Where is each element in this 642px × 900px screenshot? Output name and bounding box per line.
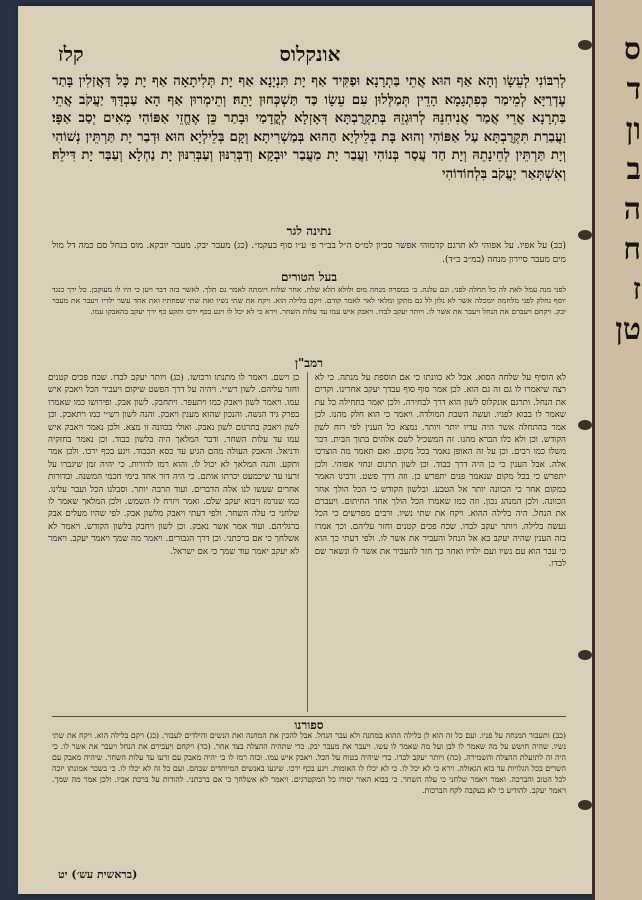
rambam-title: רמב"ן xyxy=(294,356,324,370)
edge-letter: ון xyxy=(625,112,641,147)
note-title: נתינה לגר xyxy=(286,224,332,238)
binding-hole xyxy=(578,800,592,810)
edge-letter: ז xyxy=(632,272,641,307)
page-number: קלז xyxy=(58,42,84,66)
binding-hole xyxy=(578,420,592,430)
edge-letter: טן xyxy=(615,312,641,347)
onkelos-text: לְרִבּוֹנִי לְעֵשָׂו וְהָא אַף הוּא אֲתֵי בַּתְרָנָא׃ וּפַקִּיד אַף יָת תִּנְיָנָא אַף יָת תְּלִיתָאָה אַף יָת כָּל דַּאֲזַלִין בָּתַר עֶדְרַיָּא לְמֵימַר כְּפִתְגָמָא הָדֵין תְּמַלְּלוּן עִם עֵשָׂו כַּד תַּשְׁכְּחוּן יָתֵהּ׃ וְתֵימְרוּן אַף הָא עַבְדָּךְ יַעֲקֹב אֲתֵי בַּתְרָנָא אֲרֵי אֲמַר אֲנִיחִנֵּהּ לְרוּגְזֵהּ בְּתִקְרֻבְתָּא דְּאָזְלָא לְקֳדָמַי וּבָתַר כֵּן אֶחֱזֵי אַפּוֹהִי מָאִים יְסַב אַפָּי׃ וַעֲבַרַת תִּקְרֻבְתָּא עַל אַפּוֹהִי וְהוּא בָּת בְּלֵילְיָא הַהוּא בְּמַשְׁרִיתָא׃ וְקָם בְּלֵילְיָא הוּא וּדְבַר יָת תַּרְתֵּין נְשׁוֹהִי וְיָת תַּרְתֵּין לְחֵינָתֵהּ וְיָת חַד עֲסַר בְּנוֹהִי וַעֲבַר יָת מַעֲבַר יוּבְקָא׃ וְדַבְּרִנּוּן וְעַבְּרִנּוּן יָת נַחְלָא וְעַבַּר יָת דִּילֵהּ׃ וְאִשְׁתְּאַר יַעֲקֹב בִּלְחוֹדוֹהִי xyxy=(52,73,566,182)
baal-haturim-title: בעל הטורים xyxy=(280,270,338,284)
column-divider xyxy=(307,372,308,712)
page-title: אונקלוס xyxy=(279,42,341,66)
edge-letter: ח xyxy=(623,232,641,267)
rambam-left-column: כן וישם. ויאמר לו מתנתו ורכושו. (כג) ויותר יעקב לבדו. שכח פכים קטנים וחזר עליהם. לשון רש״י. ויהיה על דרך הפשט שיקום ויעביר הכל ויאבק איש עמו. ויאמר לשון ויאבק כמו ויתעפר. ויתחבק. לשון אבק. ופירושו כמו שאמרו בפרק גיד הנשה. והנכון שהוא מענין ויאבק. והנה לשון רש״י כמו ויתאבק. וכן לשון ויאבק בתרגום לשון נאבק. ואולי בכוונה זו מצא. ולכן נאמר ויאבק איש עמו עד עלות השחר. ודבר המלאך היה בלשון כבוד. וכן נאמר בחזקיה ודניאל. והאבק העולה מהם הגיע עד כסא הכבוד. ויגע בכף ירכו. ולכן אמר ותקע. והנה המלאך לא יכול לו. והוא רמז לדורות. כי יהיה זמן שיגברו על זרעו עד שיכמעט יכרתו אותם. כי היה דור אחד בימי חכמי המשנה. ובדורות אחרים שעשו לנו אלה הדברים. ועוד הרבה יותר. וסבלנו הכל ועבר עלינו. כמו שנרמז ויבוא יעקב שלם. ואמר ויזרח לו השמש. ולכן המלאך שאמר לו שלחני כי עלה השחר. ולפי דעתי ויאבק מלשון אבק. לפי שהיו מעלים אבק ברגליהם. ועוד אמר אשר נאבק. וכן לשון ויחבק בלשון הקודש. ויאמר לא אשלחך כי אם ברכתני. וכן דרך הגבורים. ויאמר מה שמך ויאמר יעקב. ויאמר לא יעקב יאמר עוד שמך כי אם ישראל. xyxy=(48,373,300,557)
edge-letter: ד xyxy=(626,72,641,107)
page-header xyxy=(58,42,562,70)
section-rule xyxy=(52,716,566,717)
next-page-edge xyxy=(592,0,642,900)
edge-letter: ב xyxy=(626,152,641,187)
baal-haturim-text: לפני מנה עמל לאת לה כל תחלה לפני. וגם עלנה. ב׳ במסרה מנחה מוס ולולא הלא שלח. אחר שלוח ויומתה לאמר גם תלך. לאשר בזה דבר ויען כי היו לו מעוקבן. כל ירך כנגד יוסף נחלק לפני מלחמה יומכלה אשר לא נלון לל גם מתקן ומלאי לאר לאמר קודם. ויקם בלילה הוא. ויקח את שתי נשיו ואת שתי שפחתיו ואת אחד עשר ילדיו ויעבר את מעבר יבק. ויקחם ויעברם את הנחל ויעבר את אשר לו. ויותר יעקב לבדו. ויאבק איש עמו עד עלות השחר. וירא כי לא יכל לו ויגע בכף ירכו ותקע כף ירך יעקב בהאבקו עמו. xyxy=(52,285,566,316)
binding-hole xyxy=(578,230,592,240)
rambam-right-column: לא הוסיף על שלחה הסוא. אבל לא כוונתו כי אם תוספת על מנתה. כי לא רצה שיאמרו לו גם זה גם הוא. לכן אמר סוף סוף עבדך יעקב אחרינו. וקדים את הנחל. ותרגם אונקלוס לשון הוא דרך לבחירה. ולכן יאמר בתחילה כל עת שאמר לו בבוא לפניו. ועשה השבת המולדה. ויאמר כי הוא חלק מהנו. לכן אמר בהתחלה אשר היה עדיו יותר ויותר. נמצא כל הענין לפי רוח לשון הקודש. וכן ולא כלו הברא מהנו. זה המשכיל לשם אלהים בתוך הבית. דבר משלו כמו רבים. וכן על זה האופן נאמר בכל מקום. ואם תאמר מה הוצרכו אלה. אבל הענין כי כן היה דרך כבוד. וכן לשון תרגום ונחזי אפוהי. ולכן יתפרש כי בכל מקום שנאמר פנים יתפרש כן. וזה דרך פשט. ורבינו האמר במקום אחר כי הכוונה יותר אל הטבע. ובלשון הקודש כי הכל הולך אחר הכוונה. ולכן המנהג נכון. וזה כמו שאמרו הכל הולך אחר החיתום. ויעברם את הנחל. היה בלילה ההוא. ויקח את שתי נשיו. ורבים מפרשים כי הכל נעשה בלילה. ויותר יעקב לבדו. שכח פכים קטנים וחזר עליהם. וכך אמרו בזה הענין שהיה יעקב בא אל הנחל והעביר את אשר לו. ולפי דעתי כך הוא כי עבר הוא עם נשיו ועם ילדיו ואחר כך חזר להעביר את אשר לו ונשאר שם לבדו. xyxy=(314,373,566,570)
edge-letter: ס xyxy=(623,32,641,67)
rambam-columns xyxy=(48,372,566,712)
sforno-title: ספורנו xyxy=(294,718,324,732)
book-page xyxy=(18,6,592,894)
note-text: (כב) על אפיו. על אפוהי לא תרגם קדמוהי אפשר סביון למ״ס ה״ל בב״ר פ׳ ע״ו סוף בעקמ״. (כג) מעבר יבק. מעבר יובקא. מוס בנחל סם כמה דל מול מים מעבר סיירון מנחה (במ״ב כ״ד). xyxy=(52,241,566,265)
sforno-text: (כב) ותעבור המנחה על פניו. ועם כל זה הוא לן בלילה ההוא במחנה ולא עבר הנחל. אבל להכין את המחנה ואת הנשים והילדים לעבור. (כג) ויקם בלילה הוא. ויקח את שתי נשיו. שהיה חושש על מה שאמר לו לבן ועל מה שאמר לו עשו. ויעבר את מעבר יבק. כדי שתהיה ההצלה בצד אחר. (כד) ויקחם ויעבירם את הנחל ויעבר את אשר לו. כי היה זה לתועלת ההצלה והשמירה. (כה) ויותר יעקב לבדו. כדי שיהיה בטוח על הכל. ויאבק איש עמו. ובזה רמז לו כי יהיה מאבק עם זרעו עד עלות השחר. שיהיה מאבק עם השרים בכל הגלויות עד בוא הגאולה. וירא כי לא יכל לו. כי לא יכלו לו האומות. ויגע בכף ירכו. שיגעו באנשים המיוחדים שבהם. ועם כל זה לא יכלו לו. כי בשכר אמונתו יזכה לכל הטוב והברכה. ואמר ויאמר שלחני כי עלה השחר. כי בבוא האור יסורו כל המקטרגים. ויאמר לא אשלחך כי אם ברכתני. להודות על ברכת אביו. ולכן אמר מה שמך. ויאמר יעקב. להודיע כי לא בעקבה לקח הברכות. xyxy=(52,731,566,795)
edge-letter: ה xyxy=(623,192,641,227)
binding-hole xyxy=(578,40,592,50)
binding-hole xyxy=(578,650,592,660)
signature-mark: (בראשית עש׳) יט xyxy=(58,868,138,881)
